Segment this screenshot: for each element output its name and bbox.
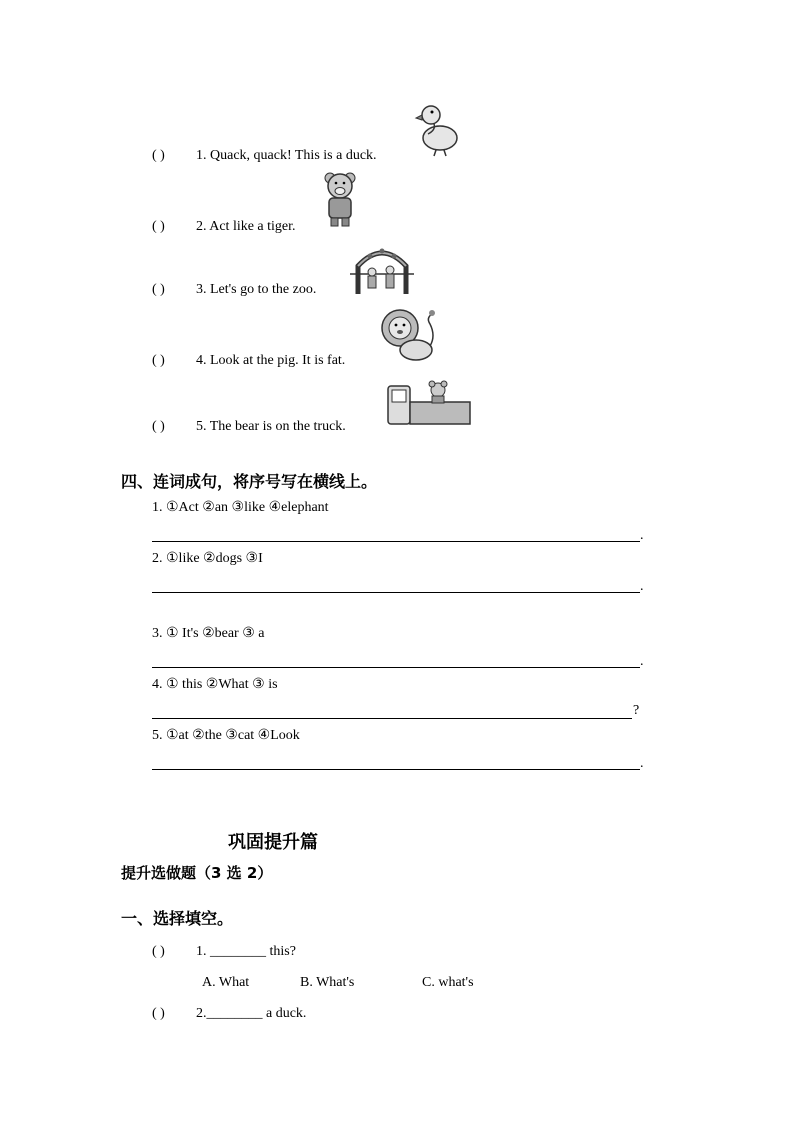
answer-line[interactable] xyxy=(152,769,640,770)
matching-item xyxy=(152,282,316,298)
question-3: 3. ① It's ②bear ③ a xyxy=(152,626,265,641)
page-section-title: 巩固提升篇 xyxy=(228,832,318,853)
section-4-title: 四、连词成句，将序号写在横线上。 xyxy=(121,472,378,491)
answer-paren[interactable]: ( ) xyxy=(152,219,165,234)
question-1: 1. ①Act ②an ③like ④elephant xyxy=(152,500,329,515)
section-1-title: 一、选择填空。 xyxy=(121,909,234,928)
line-end: . xyxy=(640,579,644,594)
answer-paren[interactable]: ( ) xyxy=(152,419,165,434)
answer-line[interactable] xyxy=(152,718,632,719)
matching-text: 3. Let's go to the zoo. xyxy=(196,282,317,297)
option-b[interactable]: B. What's xyxy=(300,975,355,990)
answer-line[interactable] xyxy=(152,592,640,593)
answer-line[interactable] xyxy=(152,541,640,542)
zoo-gate-icon xyxy=(350,244,414,296)
answer-line[interactable] xyxy=(152,667,640,668)
lion-icon xyxy=(380,306,438,364)
choice-question-text: 2.________ a duck. xyxy=(196,1006,307,1021)
answer-paren[interactable]: ( ) xyxy=(152,282,165,297)
line-end: . xyxy=(640,528,644,543)
matching-item xyxy=(152,219,296,235)
choice-question-1 xyxy=(152,944,296,960)
matching-text: 5. The bear is on the truck. xyxy=(196,419,346,434)
option-a[interactable]: A. What xyxy=(202,975,250,990)
truck-bear-icon xyxy=(386,378,472,426)
question-5: 5. ①at ②the ③cat ④Look xyxy=(152,728,300,743)
matching-text: 2. Act like a tiger. xyxy=(196,219,296,234)
question-2: 2. ①like ②dogs ③I xyxy=(152,551,263,566)
matching-text: 4. Look at the pig. It is fat. xyxy=(196,353,346,368)
section-subtitle: 提升选做题（3 选 2） xyxy=(121,864,273,882)
line-end: ? xyxy=(633,703,640,718)
choice-question-2 xyxy=(152,1006,306,1022)
matching-item xyxy=(152,148,377,164)
line-end: . xyxy=(640,654,644,669)
bear-icon xyxy=(321,170,359,228)
answer-paren[interactable]: ( ) xyxy=(152,148,165,163)
duck-icon xyxy=(414,100,462,160)
question-4: 4. ① this ②What ③ is xyxy=(152,677,278,692)
line-end: . xyxy=(640,756,644,771)
matching-item xyxy=(152,419,346,435)
choice-question-text: 1. ________ this? xyxy=(196,944,296,959)
answer-paren[interactable]: ( ) xyxy=(152,1006,165,1021)
answer-paren[interactable]: ( ) xyxy=(152,944,165,959)
matching-item xyxy=(152,353,345,369)
answer-paren[interactable]: ( ) xyxy=(152,353,165,368)
option-c[interactable]: C. what's xyxy=(422,975,474,990)
matching-text: 1. Quack, quack! This is a duck. xyxy=(196,148,377,163)
